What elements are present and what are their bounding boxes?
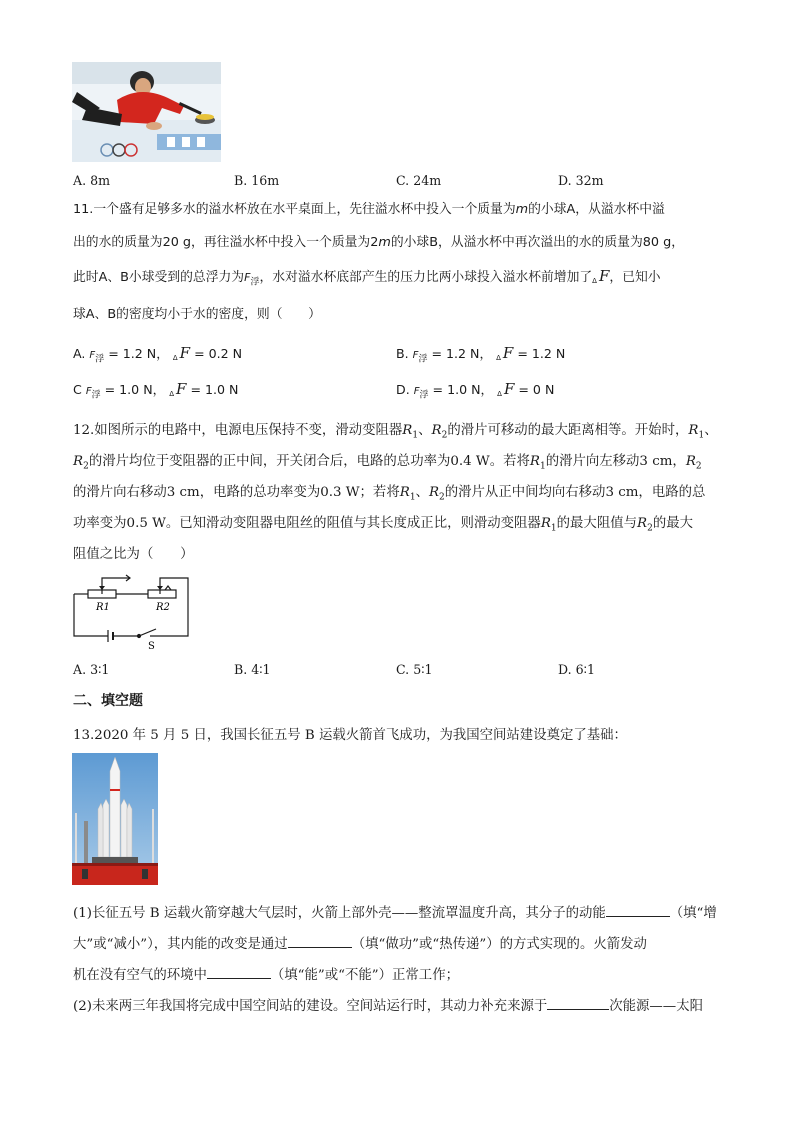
- q12-option-b: B. 4∶1: [234, 662, 271, 677]
- q13-para-3: 机在没有空气的环境中 （填“能”或“不能”）正常工作；: [73, 964, 459, 986]
- rocket-photo: [72, 753, 158, 885]
- answer-blank-1[interactable]: [606, 902, 670, 917]
- q10-option-d: D. 32m: [558, 173, 604, 188]
- answer-blank-3[interactable]: [207, 964, 271, 979]
- q12-line-3: 的滑片向右移动3 cm，电路的总功率变为0.3 W；若将$R_1$、$R_2$的滑片从正中间均向右移动3 cm，电路的总: [73, 485, 706, 503]
- curling-photo: [72, 62, 221, 162]
- answer-blank-4[interactable]: [547, 995, 609, 1010]
- q10-option-b: B. 16m: [234, 173, 280, 188]
- q12-line-1: 12.如图所示的电路中，电源电压保持不变，滑动变阻器$R_1$、$R_2$的滑片可移动的最大距离相等。开始时，$R_1$、: [73, 423, 718, 441]
- q13-para-1: (1)长征五号 B 运载火箭穿越大气层时，火箭上部外壳——整流罩温度升高，其分子的动能 （填“增: [73, 902, 717, 924]
- q13-intro: 13.2020 年 5 月 5 日，我国长征五号 B 运载火箭首飞成功，为我国空间站建设奠定了基础：: [73, 728, 627, 743]
- q12-option-c: C. 5∶1: [396, 662, 433, 677]
- circuit-r2-label: R2: [156, 602, 170, 613]
- q11-line-4: 球A、B的密度均小于水的密度，则（ ）: [73, 307, 321, 322]
- q12-line-2: $R_2$的滑片均位于变阻器的正中间，开关闭合后，电路的总功率为0.4 W。若将$R_1$的滑片向左移动3 cm，$R_2$: [73, 454, 702, 472]
- answer-blank-2[interactable]: [288, 933, 352, 948]
- q12-option-a: A. 3∶1: [73, 662, 110, 677]
- q11-line-2: 出的水的质量为20 g，再往溢水杯中投入一个质量为2m的小球B，从溢水杯中再次溢出的水的质量为80 g，: [73, 235, 685, 250]
- q11-line-3: 此时A、B小球受到的总浮力为$F_浮$，水对溢水杯底部产生的压力比两小球投入溢水杯前增加了Δ F，已知小: [73, 267, 661, 288]
- q12-line-5: 阻值之比为（ ）: [73, 547, 194, 562]
- circuit-switch-label: S: [148, 641, 155, 652]
- q13-para-2: 大”或“减小”），其内能的改变是通过 （填“做功”或“热传递”）的方式实现的。火箭发动: [73, 933, 647, 955]
- q11-option-c: C $F_浮 = 1.0$ N， Δ F = 1.0 N: [73, 380, 239, 401]
- q11-option-d: D. $F_浮 = 1.0$ N， Δ F = 0 N: [396, 380, 555, 401]
- circuit-diagram: [70, 572, 194, 652]
- q10-option-c: C. 24m: [396, 173, 442, 188]
- q13-para-4: (2)未来两三年我国将完成中国空间站的建设。空间站运行时，其动力补充来源于 次能源——太阳: [73, 995, 703, 1017]
- circuit-r1-label: R1: [96, 602, 110, 613]
- q12-line-4: 功率变为0.5 W。已知滑动变阻器电阻丝的阻值与其长度成正比，则滑动变阻器$R_1$的最大阻值与$R_2$的最大: [73, 516, 693, 534]
- q11-option-a: A. $F_浮 = 1.2$ N， Δ F = 0.2 N: [73, 344, 243, 365]
- section-heading: 二、填空题: [73, 693, 143, 709]
- q12-option-d: D. 6∶1: [558, 662, 595, 677]
- q11-option-b: B. $F_浮 = 1.2$ N， Δ F = 1.2 N: [396, 344, 566, 365]
- q11-line-1: 11.一个盛有足够多水的溢水杯放在水平桌面上，先往溢水杯中投入一个质量为m的小球A，从溢水杯中溢: [73, 202, 665, 217]
- q10-option-a: A. 8m: [73, 173, 111, 188]
